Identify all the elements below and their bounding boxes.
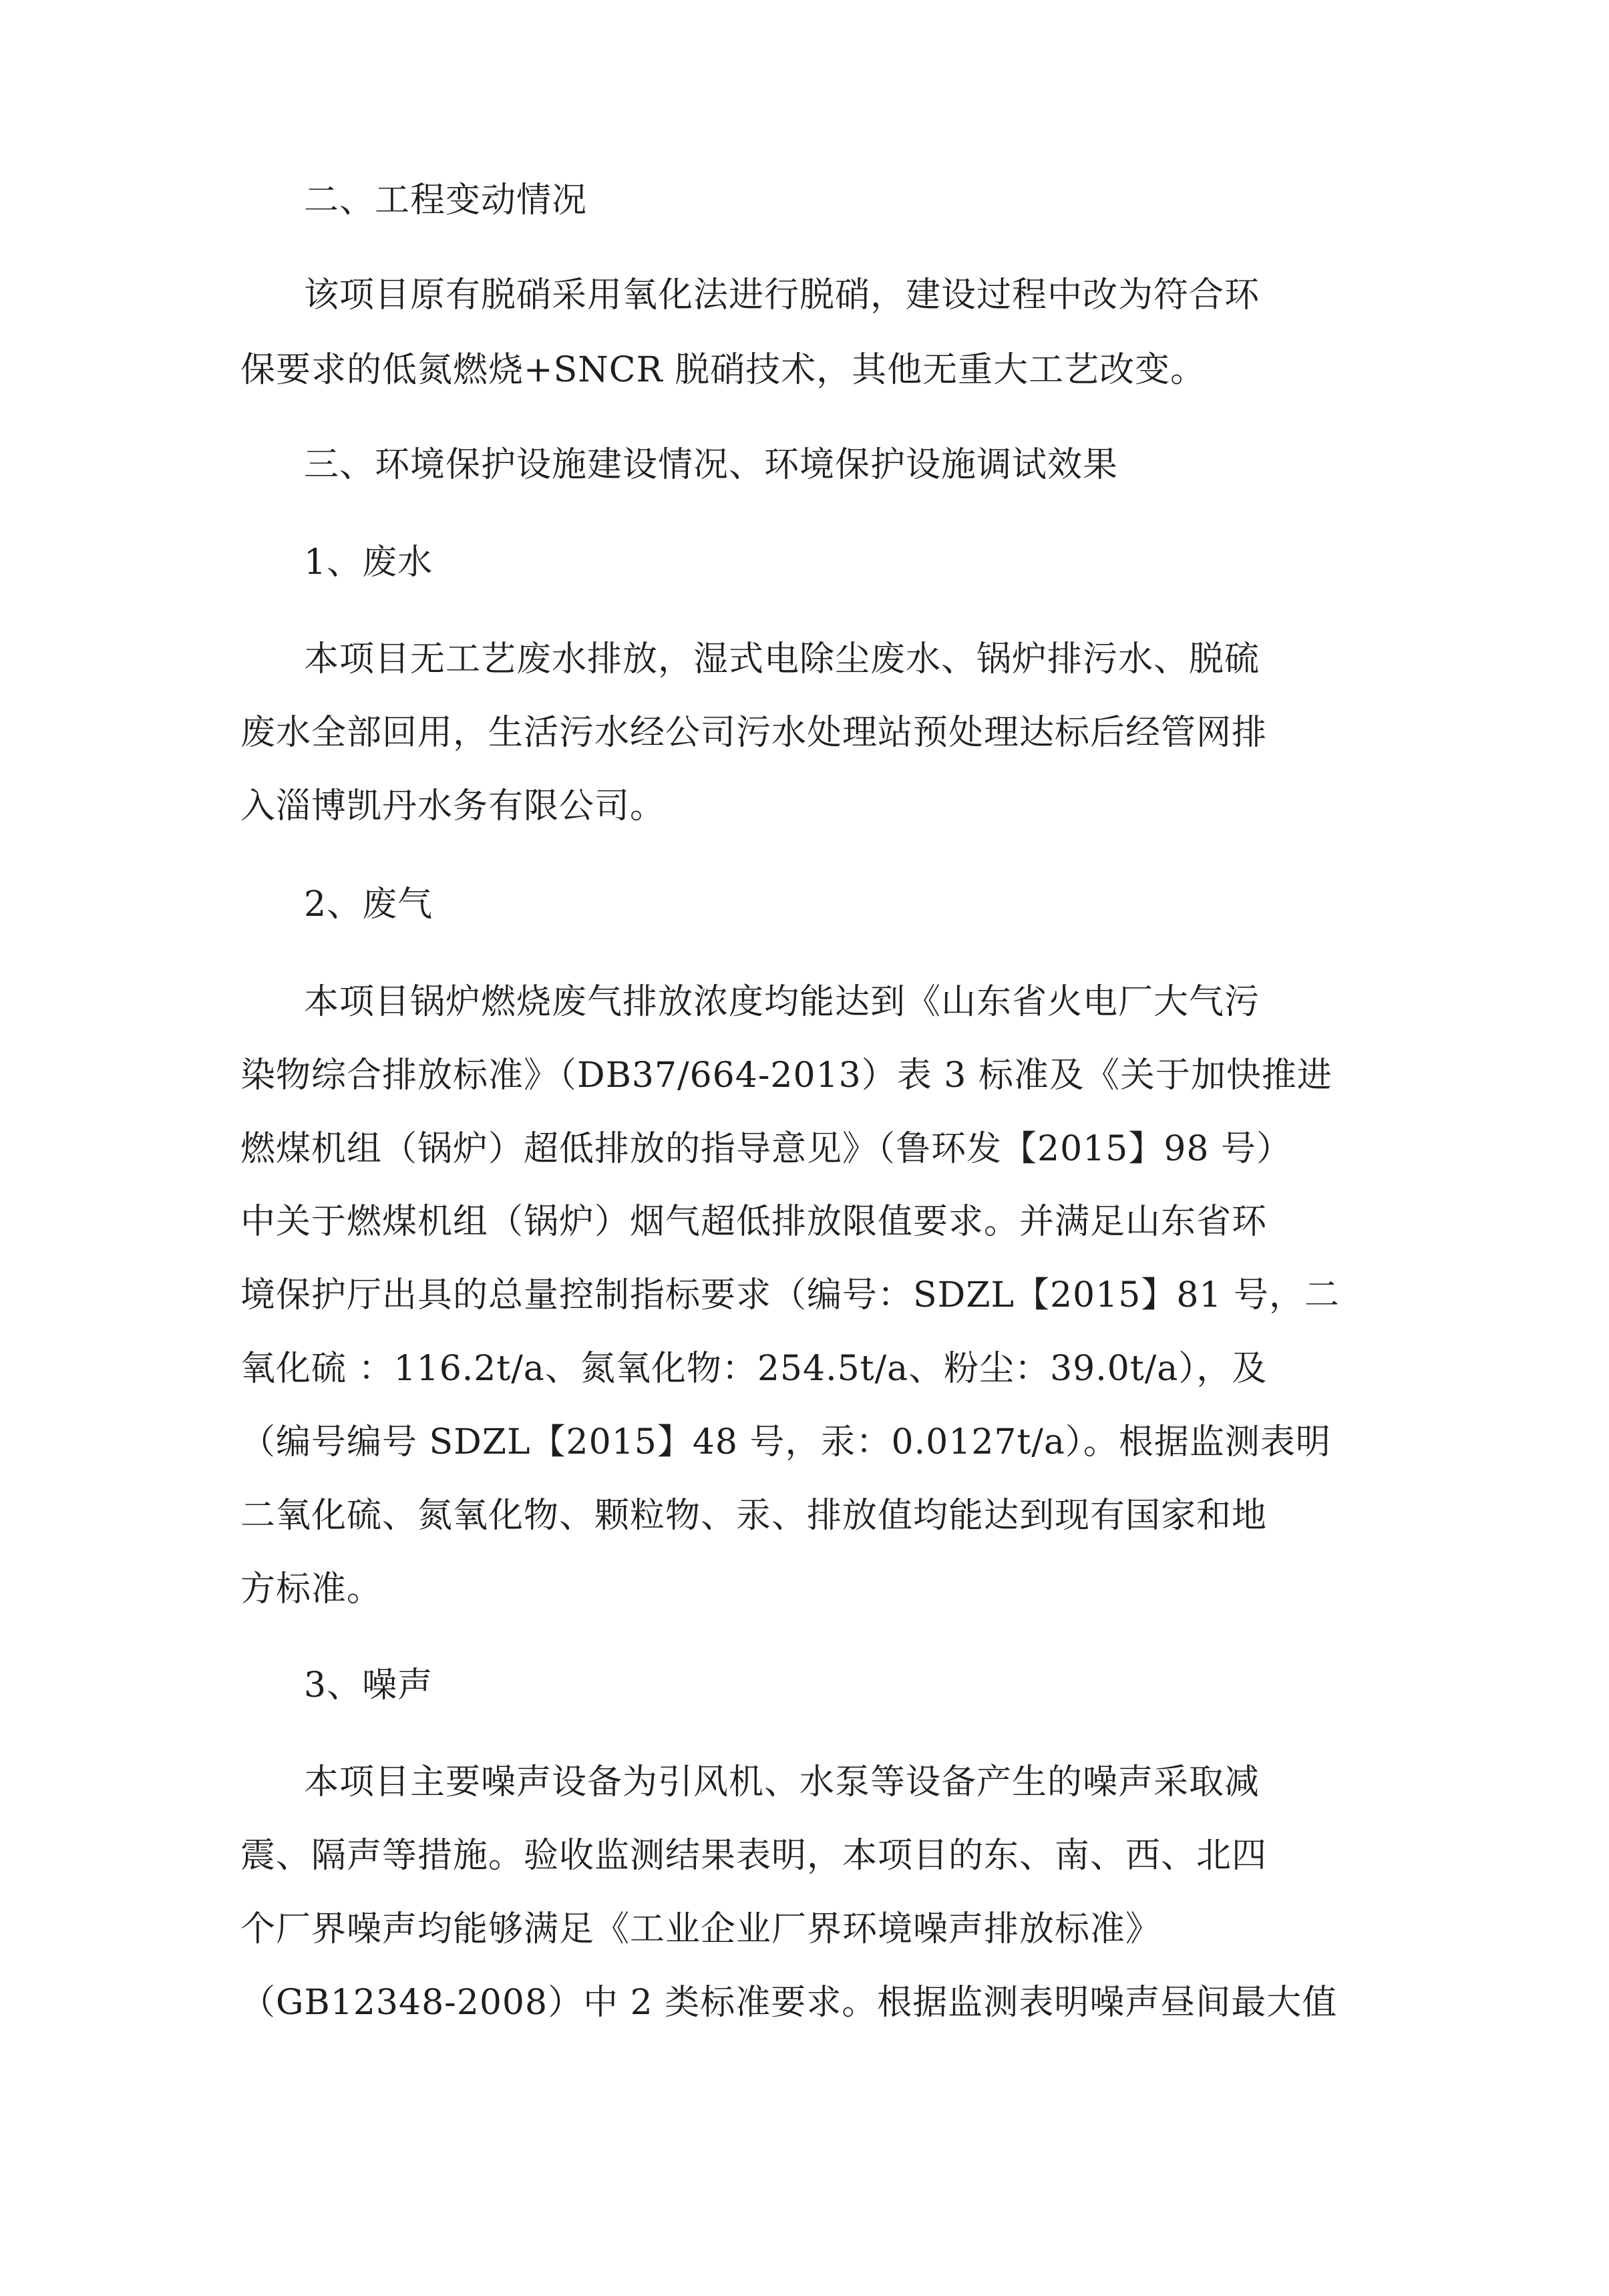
- paragraph-line: 保要求的低氮燃烧+SNCR 脱硝技术，其他无重大工艺改变。: [240, 350, 1206, 390]
- paragraph-line: 燃煤机组（锅炉）超低排放的指导意见》（鲁环发【2015】98 号）: [240, 1129, 1292, 1169]
- paragraph-line: 本项目主要噪声设备为引风机、水泵等设备产生的噪声采取减: [304, 1762, 1260, 1802]
- paragraph-line: 该项目原有脱硝采用氧化法进行脱硝，建设过程中改为符合环: [304, 275, 1260, 315]
- paragraph-line: 氧化硫 ：116.2t/a、氮氧化物：254.5t/a、粉尘：39.0t/a），及: [240, 1349, 1268, 1389]
- paragraph-line: 二氧化硫、氮氧化物、颗粒物、汞、排放值均能达到现有国家和地: [240, 1496, 1268, 1536]
- subsection-heading-waste-gas: 2、废气: [304, 884, 433, 925]
- paragraph-line: 震、隔声等措施。验收监测结果表明，本项目的东、南、西、北四: [240, 1836, 1268, 1876]
- paragraph-line: （编号编号 SDZL【2015】48 号，汞：0.0127t/a）。根据监测表明: [240, 1422, 1331, 1462]
- paragraph-line: （GB12348-2008）中 2 类标准要求。根据监测表明噪声昼间最大值: [240, 1983, 1338, 2023]
- section-heading-environmental-facilities: 三、环境保护设施建设情况、环境保护设施调试效果: [304, 445, 1119, 485]
- paragraph-line: 方标准。: [240, 1569, 383, 1609]
- paragraph-line: 入淄博凯丹水务有限公司。: [240, 786, 666, 826]
- paragraph-line: 中关于燃煤机组（锅炉）烟气超低排放限值要求。并满足山东省环: [240, 1202, 1268, 1242]
- paragraph-line: 本项目无工艺废水排放，湿式电除尘废水、锅炉排污水、脱硫: [304, 639, 1260, 679]
- paragraph-line: 废水全部回用，生活污水经公司污水处理站预处理达标后经管网排: [240, 713, 1268, 753]
- paragraph-line: 境保护厅出具的总量控制指标要求（编号：SDZL【2015】81 号，二: [240, 1275, 1340, 1315]
- subsection-heading-noise: 3、噪声: [304, 1665, 433, 1705]
- paragraph-line: 染物综合排放标准》（DB37/664-2013）表 3 标准及《关于加快推进: [240, 1055, 1332, 1096]
- paragraph-line: 本项目锅炉燃烧废气排放浓度均能达到《山东省火电厂大气污: [304, 982, 1260, 1022]
- subsection-heading-wastewater: 1、废水: [304, 542, 433, 583]
- paragraph-line: 个厂界噪声均能够满足《工业企业厂界环境噪声排放标准》: [240, 1909, 1161, 1949]
- section-heading-project-changes: 二、工程变动情况: [304, 180, 588, 220]
